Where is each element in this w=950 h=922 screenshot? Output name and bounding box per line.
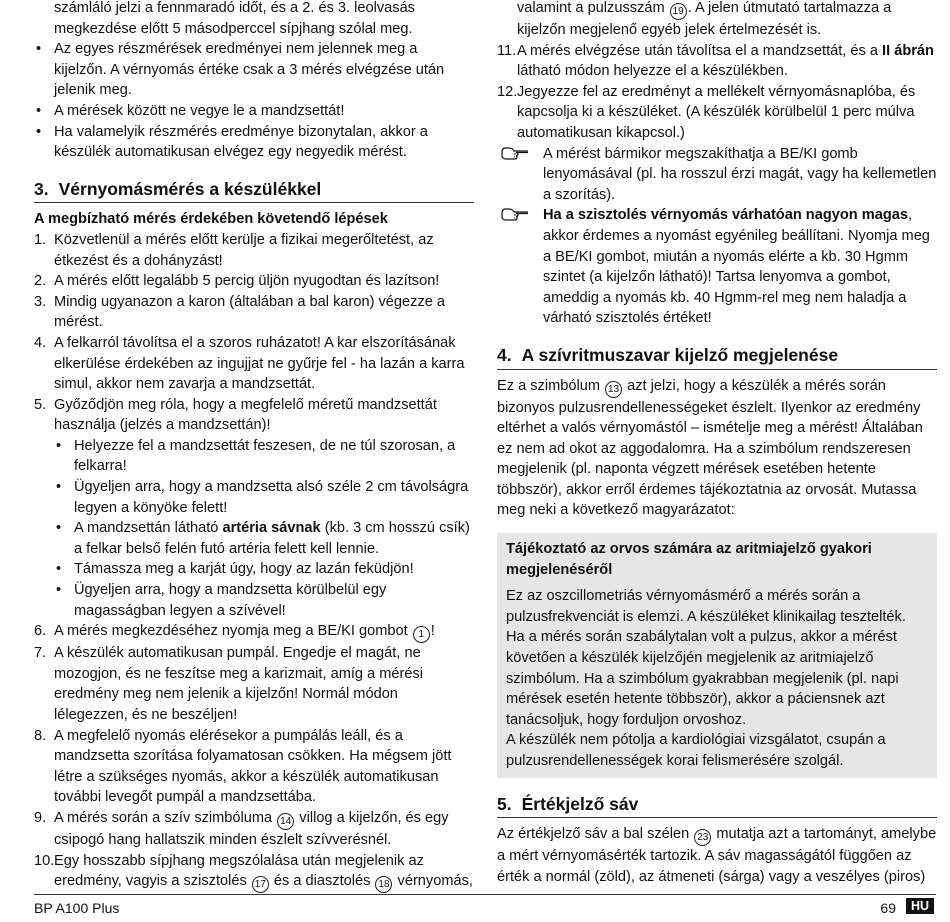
step-text: A megfelelő nyomás elérésekor a pumpálás leáll, és a mandzsetta szorítása folyamatosan csökken. Ha mégsem jött létre a szükséges nyomás, akkor a készülék automatikusan további levegőt pumpál a mandzsettába.	[54, 727, 452, 806]
text-run: Az értékjelző sáv a bal szélen	[497, 826, 694, 843]
left-column	[34, 0, 474, 893]
figure-reference: II ábrán	[882, 42, 934, 59]
step-number: 4.	[34, 334, 47, 351]
step-text: Jegyezze fel az eredményt a mellékelt vérnyomásnaplóba, és kapcsolja ki a készüléket. (A készülék körülbelül 1 perc múlva automatikusan kikapcsol.)	[517, 83, 916, 141]
text-run: villog a kijelzőn, és egy csipogó hang hallatszik minden észlelt szívverésnél.	[54, 809, 449, 848]
pointing-hand-icon	[501, 146, 529, 160]
section-title: Vérnyomásmérés a készülékkel	[58, 178, 322, 199]
step-10	[34, 851, 474, 894]
info-box-paragraph: Ez az oszcillometriás vérnyomásmérő a mérés során a pulzusfrekvenciát is elemzi. A készüléket klinikailag tesztelték.	[506, 588, 906, 625]
step-10-continuation	[497, 0, 937, 41]
step-number: 7.	[34, 645, 47, 662]
model-name: BP A100 Plus	[34, 900, 120, 916]
section-3-heading	[34, 179, 474, 204]
step-12	[497, 82, 937, 144]
step-number: 10.	[34, 852, 55, 869]
step-8	[34, 726, 474, 808]
step-1	[34, 230, 474, 271]
step-number: 9.	[34, 809, 47, 826]
text-run: azt jelzi, hogy a készülék a mérés során bizonyos pulzusrendellenességeket észlelt. Ilyenkor az eredmény eltérhet a valós vérnyomástól – ismételje meg a mérést! Általában ez nem ad okot az aggodalomra. Ha a szimbólum rendszeresen megjelenik (pl. naponta végzett mérések esetében hetente többször), akkor erről érdemes tájékoztatnia az orvosát. Mutassa meg neki a következő magyarázatot:	[497, 377, 923, 519]
step-text: A készülék automatikusan pumpál. Engedje el magát, ne mozogjon, és ne feszítse meg a karizmait, amíg a mérési eredmény meg nem jelenik a kijelzőn! Normál módon lélegezzen, és ne beszéljen!	[54, 645, 424, 723]
note-emphasis: Ha a szisztolés vérnyomás várhatóan nagyon magas	[543, 207, 908, 224]
pointing-hand-icon	[501, 207, 529, 221]
section-5-paragraph	[497, 824, 937, 887]
step-number: 5.	[34, 396, 47, 413]
info-box-title: Tájékoztató az orvos számára az aritmiajelző gyakori megjelenéséről	[506, 541, 872, 578]
reference-number-circle: 19	[670, 3, 687, 20]
section-4-heading	[497, 345, 937, 370]
reference-number-circle: 14	[277, 813, 294, 830]
note-stop-measurement	[497, 144, 937, 206]
text-run: Ez a szimbólum	[497, 377, 605, 394]
step-5-sub-item	[34, 518, 474, 559]
step-6	[34, 621, 474, 643]
step-number: 2.	[34, 273, 47, 290]
section-number: 4.	[497, 344, 512, 365]
text-run: A mérés megkezdéséhez nyomja meg a BE/KI gombot	[54, 623, 412, 640]
step-number: 1.	[34, 231, 47, 248]
step-5-sub-item: • Ügyeljen arra, hogy a mandzsetta alsó széle 2 cm távolságra legyen a könyöke felett!	[34, 477, 474, 518]
info-box-paragraph: Ha a mérés során szabálytalan volt a pulzus, akkor a mérést követően a készülék kijelzőjén megjelenik az aritmiajelző szimbólum. Ha a szimbólum gyakrabban megjelenik (pl. napi mérések esetén hetente többször), akkor a páciensnek azt tanácsoljuk, hogy forduljon orvoshoz.	[506, 629, 899, 728]
info-box-paragraph: A készülék nem pótolja a kardiológiai vizsgálatot, csupán a pulzusrendellenességek korai felismerésére szolgál.	[506, 732, 886, 769]
intro-bullet: • A mérések között ne vegye le a mandzsettát!	[34, 101, 474, 122]
text-run: !	[430, 623, 435, 640]
note-high-pressure	[497, 205, 937, 329]
reference-number-circle: 13	[605, 381, 622, 398]
text-run: valamint a pulzusszám	[517, 0, 669, 16]
text-run: Egy hosszabb sípjhang megszólalása után megjelenik az eredmény, vagyis a szisztolés	[54, 852, 424, 890]
page-footer	[34, 894, 936, 922]
text-run: . A jelen útmutató tartalmazza a kijelzőn megjelenő egyéb jelek értelmezését is.	[517, 0, 892, 38]
step-text: A mérés előtt legalább 5 percig üljön nyugodtan és lazítson!	[54, 273, 440, 290]
text-run: (kb. 3 cm hosszú csík) a felkar belső felén futó artéria felett kell lennie.	[74, 520, 470, 557]
text-run: A mérés során a szív szimbóluma	[54, 809, 277, 826]
step-5-sub-item: • Ügyeljen arra, hogy a mandzsetta körülbelül egy magasságban legyen a szívével!	[34, 580, 474, 621]
language-badge: HU	[906, 898, 934, 914]
step-2	[34, 271, 474, 292]
section-number: 5.	[497, 793, 512, 814]
text-run: A mérés elvégzése után távolítsa el a mandzsettát, és a	[517, 42, 883, 59]
text-run: mutatja azt a tartományt, amelybe a mért vérnyomásérték tartozik. A sáv magasságától függően az érték a normál (zöld), az átmeneti (sárga) vagy a veszélyes (piros)	[497, 826, 937, 885]
section-number: 3.	[34, 178, 49, 199]
step-9	[34, 808, 474, 851]
step-text: Győződjön meg róla, hogy a megfelelő méretű mandzsettát használja (jelzés a mandzsettán)!	[54, 396, 437, 434]
section-title: Értékjelző sáv	[521, 793, 639, 814]
step-number: 12.	[497, 83, 518, 100]
doctor-info-box	[497, 533, 937, 778]
text-run: A mandzsettán látható	[74, 520, 223, 537]
step-text: Közvetlenül a mérés előtt kerülje a fizikai megerőltetést, az étkezést és a dohányzást!	[54, 231, 434, 269]
step-text: A felkarról távolítsa el a szoros ruházatot! A kar elszorításának elkerülése érdekében az ingujjat ne gyűrje fel - ha lazán a karra simul, akkor nem zavarja a mandzsettát.	[54, 334, 465, 393]
text-run: vérnyomás,	[393, 873, 473, 890]
step-number: 11.	[497, 42, 517, 59]
steps-heading: A megbízható mérés érdekében követendő lépések	[34, 211, 388, 228]
text-run: látható módon helyezze el a készülékben.	[517, 63, 788, 80]
note-text: A mérést bármikor megszakíthatja a BE/KI gomb lenyomásával (pl. ha rosszul érzi magát, vagy ha kellemetlen a szorítás).	[543, 145, 937, 203]
step-7	[34, 643, 474, 725]
note-text	[543, 205, 937, 329]
intro-line-1: számláló jelzi a fennmaradó időt, és a 2. és 3. leolvasás	[54, 0, 415, 16]
step-text: Mindig ugyanazon a karon (általában a bal karon) végezze a mérést.	[54, 293, 446, 331]
step-3	[34, 292, 474, 333]
step-number: 8.	[34, 727, 47, 744]
reference-number-circle: 17	[252, 876, 269, 893]
intro-line-2: megkezdése előtt 5 másodperccel sípjhang szólal meg.	[54, 20, 413, 37]
section-title: A szívritmuszavar kijelző megjelenése	[521, 344, 839, 365]
intro-bullet: • Az egyes részmérések eredményei nem jelennek meg a kijelzőn. A vérnyomás értéke csak a 3 mérés elvégzése után jelenik meg.	[34, 39, 474, 101]
section-5-heading	[497, 794, 937, 819]
step-11	[497, 41, 937, 82]
step-number: 6.	[34, 623, 47, 640]
step-5-sub-item: • Helyezze fel a mandzsettát feszesen, de ne túl szorosan, a felkarra!	[34, 436, 474, 477]
reference-number-circle: 23	[694, 829, 711, 846]
text-run: , akkor érdemes a nyomást egyénileg beállítani. Nyomja meg a BE/KI gombot, miután a nyomás elérte a kb. 30 Hgmm szintet (a kijelzőn látható)! Tartsa lenyomva a gombot, ameddig a nyomás kb. 40 Hgmm-rel meg nem haladja a várható szisztolés értéket!	[543, 207, 930, 327]
reference-number-circle: 1	[413, 626, 430, 643]
section-4-paragraph	[497, 376, 937, 522]
reference-number-circle: 18	[375, 876, 392, 893]
step-5	[34, 395, 474, 436]
step-4	[34, 333, 474, 395]
artery-band-term: artéria sávnak	[222, 520, 321, 537]
page-number: 69	[880, 900, 896, 916]
text-run: és a diasztolés	[269, 873, 375, 890]
step-5-sub-item: • Támassza meg a karját úgy, hogy az lazán feküdjön!	[34, 559, 474, 580]
step-number: 3.	[34, 293, 47, 310]
right-column	[497, 0, 937, 887]
intro-bullet: • Ha valamelyik részmérés eredménye bizonytalan, akkor a készülék automatikusan elvégez egy negyedik mérést.	[34, 122, 474, 163]
